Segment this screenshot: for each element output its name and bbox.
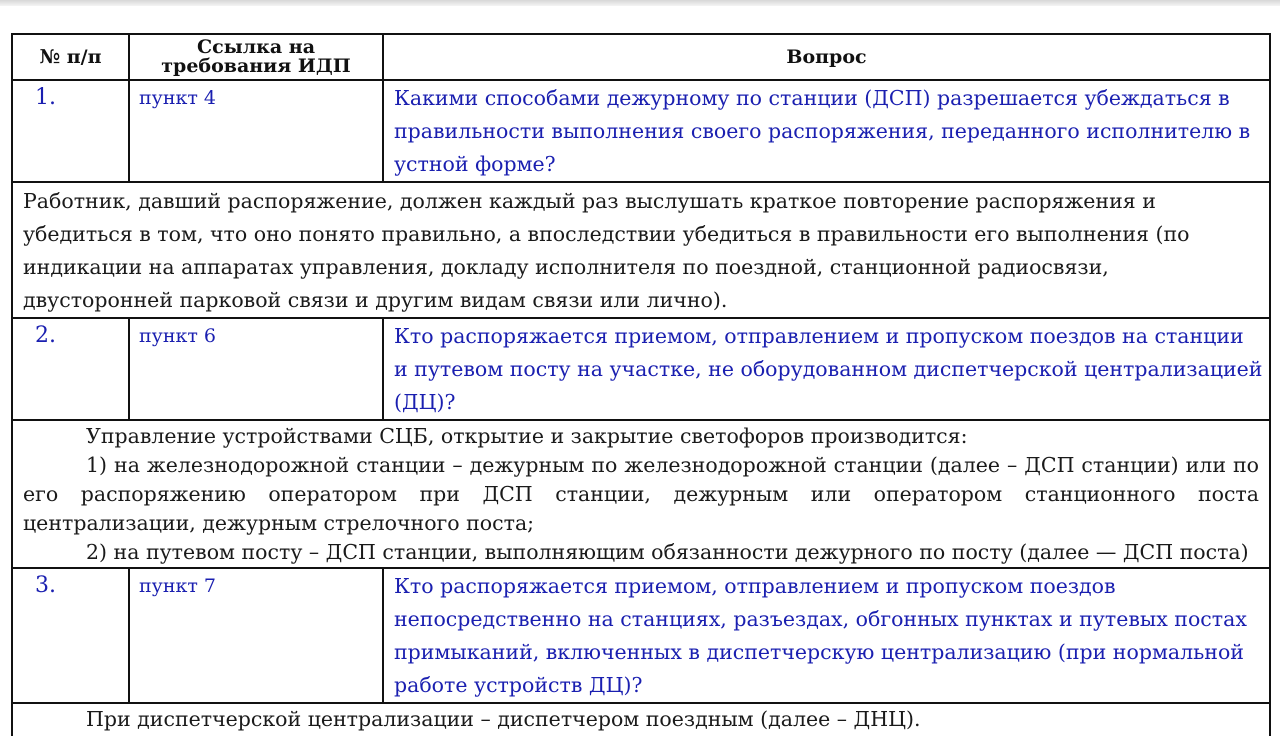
- header-reference-line2: требования ИДП: [161, 55, 351, 77]
- row-number: 1.: [12, 80, 129, 182]
- window-top-edge: [0, 0, 1280, 6]
- answer-row: [12, 182, 1270, 318]
- row-question: Кто распоряжается приемом, отправлением и пропуском поездов непосредственно на станциях, разъездах, обгонных пунктах и путевых постах примыканий, включенных в диспетчерскую централизацию (при нормальной работе устройств ДЦ)?: [383, 568, 1270, 703]
- questions-table: [11, 33, 1271, 736]
- table-row: [12, 80, 1270, 182]
- header-reference: [129, 34, 383, 80]
- table-row: [12, 568, 1270, 703]
- row-answer: [12, 420, 1270, 568]
- row-number: 2.: [12, 318, 129, 420]
- answer-paragraph: При диспетчерской централизации – диспетчером поездным (далее – ДНЦ).: [86, 707, 921, 731]
- answer-paragraph: 2) на путевом посту – ДСП станции, выполняющим обязанности дежурного по посту (далее — ДСП поста): [86, 540, 1249, 564]
- row-question: Кто распоряжается приемом, отправлением и пропуском поездов на станции и путевом посту на участке, не оборудованном диспетчерской централизацией (ДЦ)?: [383, 318, 1270, 420]
- row-reference: пункт 7: [129, 568, 383, 703]
- row-reference: пункт 6: [129, 318, 383, 420]
- row-number: 3.: [12, 568, 129, 703]
- answer-row: [12, 703, 1270, 736]
- row-question: Какими способами дежурному по станции (ДСП) разрешается убеждаться в правильности выполнения своего распоряжения, переданного исполнителю в устной форме?: [383, 80, 1270, 182]
- header-question: Вопрос: [383, 34, 1270, 80]
- row-answer: [12, 703, 1270, 736]
- answer-paragraph: Управление устройствами СЦБ, открытие и закрытие светофоров производится:: [86, 424, 968, 448]
- header-number: № п/п: [12, 34, 129, 80]
- table-header-row: [12, 34, 1270, 80]
- answer-row: [12, 420, 1270, 568]
- header-reference-line1: Ссылка на: [197, 36, 315, 58]
- row-reference: пункт 4: [129, 80, 383, 182]
- answer-paragraph: 1) на железнодорожной станции – дежурным по железнодорожной станции (далее – ДСП станции) или по его распоряжению оператором при ДСП станции, дежурным или оператором станционного поста централизации, дежурным стрелочного поста;: [23, 453, 1259, 535]
- row-answer: Работник, давший распоряжение, должен каждый раз выслушать краткое повторение распоряжения и убедиться в том, что оно понято правильно, а впоследствии убедиться в правильности его выполнения (по индикации на аппаратах управления, докладу исполнителя по поездной, станционной радиосвязи, двусторонней парковой связи и другим видам связи или лично).: [12, 182, 1270, 318]
- table-row: [12, 318, 1270, 420]
